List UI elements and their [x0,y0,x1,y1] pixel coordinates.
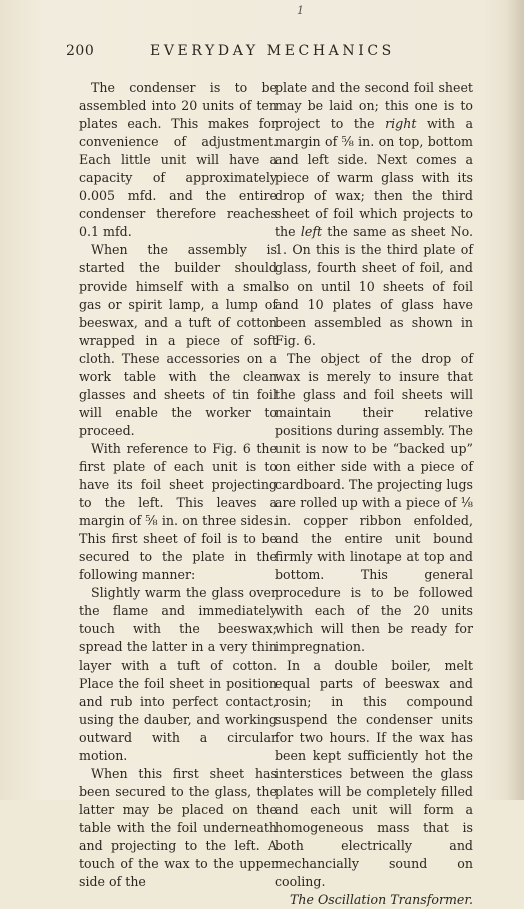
page-header [66,43,476,63]
text-run: with a margin of ⅝ in. on top, bottom and left side. Next comes a piece of warm glass with its drop of wax; then the third sheet of foil which projects to the [275,116,473,240]
running-title: EVERYDAY MECHANICS [150,43,395,59]
paragraph: Slightly warm the glass over the flame and immediately touch with the beeswax; spread the latter in a very thin layer with a tuft of cotton. Place the foil sheet in position and rub into perfect contact, using the dauber, and working outward with a circular motion. [79,585,277,763]
right-column [275,79,473,909]
paragraph: The object of the drop of wax is merely to insure that the glass and foil sheets will maintain their relative positions during assembly. The unit is now to be “backed up” on either side with a piece of cardboard. The projecting lugs are rolled up with a piece of ⅛ in. copper ribbon enfolded, and the entire unit bound firmly with linotape at top and bottom. This general procedure is to be followed with each of the 20 units which will then be ready for impregnation. [275,350,473,655]
text-run: the same as sheet No. 1. On this is the third plate of glass, fourth sheet of foil, and so on until 10 sheets of foil and 10 plates of glass have been assembled as shown in Fig. 6. [275,224,473,348]
section-title-next: The Oscillation Transformer. [290,892,473,908]
paragraph: In a double boiler, melt equal parts of beeswax and rosin; in this compound suspend the condenser units for two hours. If the wax has been kept sufficiently hot the interstices between the glass plates will be completely filled and each unit will form a homogeneous mass that is both electrically and mechancially sound on cooling. [275,657,473,890]
paragraph: The condenser is to be assembled into 20 units of ten plates each. This makes for convenience of adjustment. Each little unit will have a capacity of approximately 0.005 mfd. and the entire condenser therefore reaches 0.1 mfd. [79,80,277,240]
page-binding-shadow [506,0,524,800]
paragraph: With reference to Fig. 6 the first plate of each unit is to have its foil sheet projecting to the left. This leaves a margin of ⅝ in. on three sides. This first sheet of foil is to be secured to the plate in the following manner: [79,440,277,583]
paragraph-continued [275,79,473,350]
paragraph: When this first sheet has been secured to the glass, the latter may be placed on the table with the foil underneath and projecting to the left. A touch of the wax to the upper side of the [79,765,277,890]
page-number: 200 [66,43,95,59]
emphasis-left: left [300,224,323,240]
left-column [79,79,277,891]
paragraph: When the assembly is started the builder should provide himself with a small gas or spirit lamp, a lump of beeswax, and a tuft of cotton wrapped in a piece of soft cloth. These accessories on a work table with the clean glasses and sheets of tin foil will enable the worker to proceed. [79,242,277,438]
text-run: plate and the second foil sheet may be laid on; this one is to project to the [275,80,473,132]
emphasis-right: right [385,116,417,132]
top-pencil-mark: 1 [297,4,304,17]
